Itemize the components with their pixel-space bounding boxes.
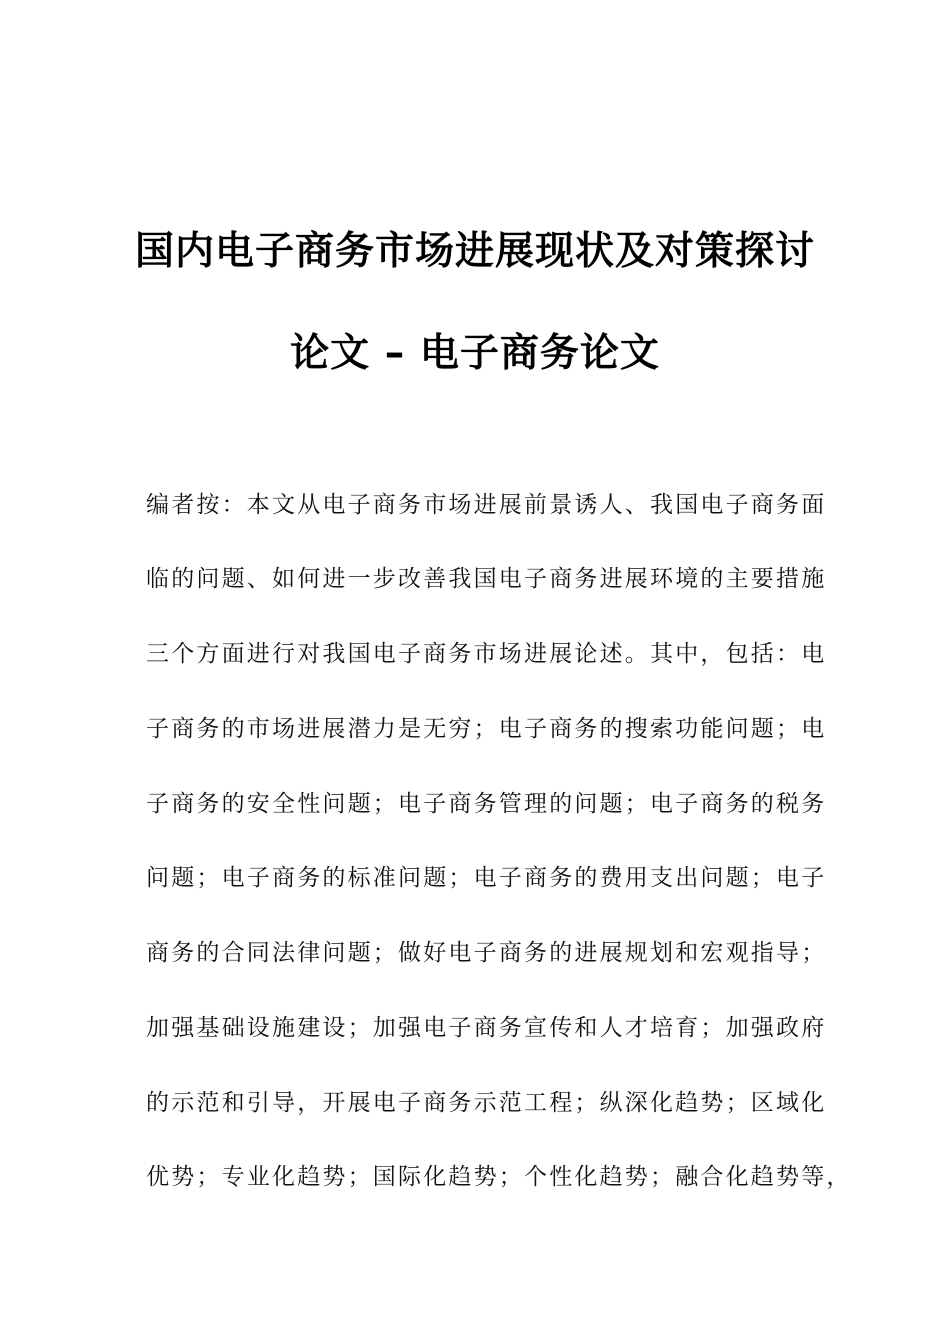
body-line-9: 的示范和引导，开展电子商务示范工程；纵深化趋势；区域化 <box>146 1090 827 1116</box>
body-line-1: 编者按：本文从电子商务市场进展前景诱人、我国电子商务面 <box>146 492 827 518</box>
body-line-3: 三个方面进行对我国电子商务市场进展论述。其中，包括：电 <box>146 641 827 667</box>
body-line-6: 问题；电子商务的标准问题；电子商务的费用支出问题；电子 <box>146 865 827 891</box>
body-line-7: 商务的合同法律问题；做好电子商务的进展规划和宏观指导； <box>146 940 827 966</box>
document-title-line-2: 论文 – 电子商务论文 <box>290 331 660 376</box>
body-line-4: 子商务的市场进展潜力是无穷；电子商务的搜索功能问题；电 <box>146 716 827 742</box>
document-title-line-1: 国内电子商务市场进展现状及对策探讨 <box>134 229 815 274</box>
body-line-2: 临的问题、如何进一步改善我国电子商务进展环境的主要措施 <box>146 566 827 592</box>
body-line-5: 子商务的安全性问题；电子商务管理的问题；电子商务的税务 <box>146 791 827 817</box>
body-line-10: 优势；专业化趋势；国际化趋势；个性化趋势；融合化趋势等， <box>146 1164 852 1190</box>
body-line-8: 加强基础设施建设；加强电子商务宣传和人才培育；加强政府 <box>146 1015 827 1041</box>
